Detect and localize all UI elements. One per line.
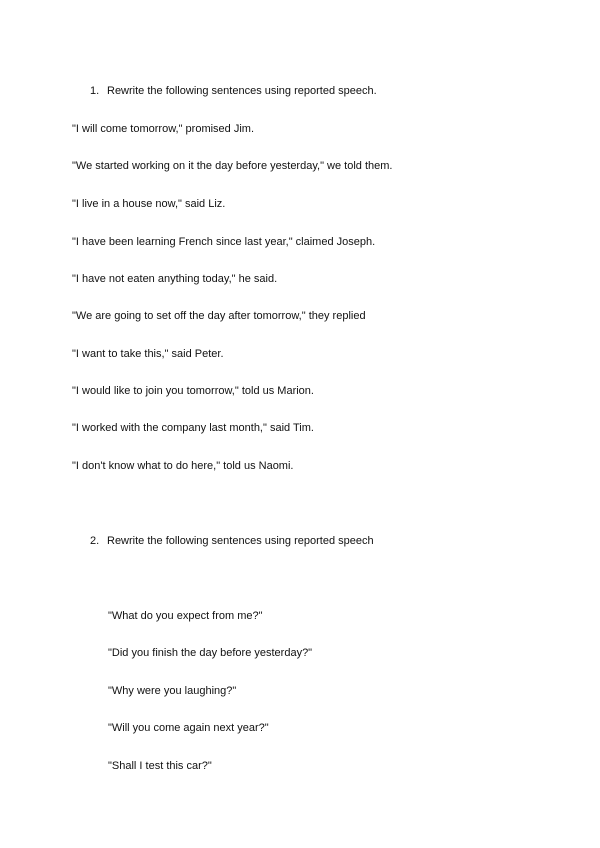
exercise-1-number: 1. xyxy=(90,85,100,97)
exercise-2-heading xyxy=(90,535,374,547)
sentence-7: "I want to take this," said Peter. xyxy=(72,348,224,360)
sentence-1: "I will come tomorrow," promised Jim. xyxy=(72,123,255,135)
question-2: "Did you finish the day before yesterday?" xyxy=(108,647,313,659)
sentence-8: "I would like to join you tomorrow," told us Marion. xyxy=(72,385,314,397)
sentence-4: "I have been learning French since last year," claimed Joseph. xyxy=(72,236,376,248)
sentence-3: "I live in a house now," said Liz. xyxy=(72,198,226,210)
exercise-1-heading xyxy=(90,85,377,97)
question-3: "Why were you laughing?" xyxy=(108,685,237,697)
exercise-2-instruction: Rewrite the following sentences using reported speech xyxy=(107,535,374,547)
sentence-9: "I worked with the company last month," said Tim. xyxy=(72,422,314,434)
sentence-2: "We started working on it the day before yesterday," we told them. xyxy=(72,160,393,172)
sentence-5: "I have not eaten anything today," he said. xyxy=(72,273,278,285)
exercise-1-instruction: Rewrite the following sentences using reported speech. xyxy=(107,85,377,97)
sentence-10: "I don't know what to do here," told us Naomi. xyxy=(72,460,294,472)
sentence-6: "We are going to set off the day after tomorrow," they replied xyxy=(72,310,366,322)
question-5: "Shall I test this car?" xyxy=(108,760,212,772)
question-1: "What do you expect from me?" xyxy=(108,610,263,622)
exercise-2-number: 2. xyxy=(90,535,100,547)
question-4: "Will you come again next year?" xyxy=(108,722,269,734)
